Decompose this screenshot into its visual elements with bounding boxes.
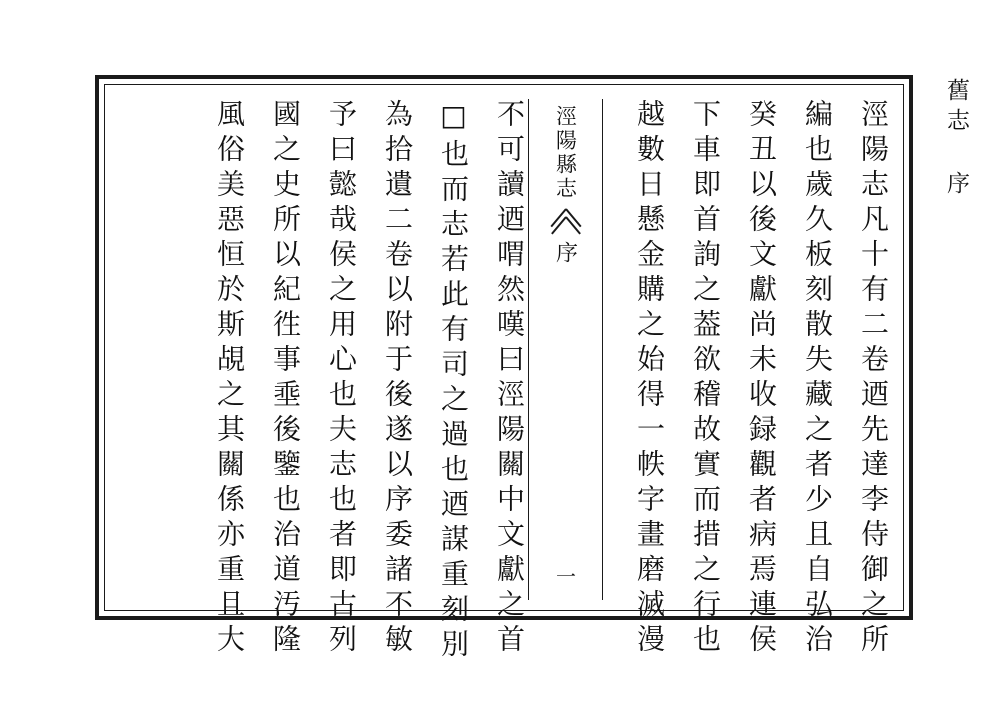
banner-rule-right [602, 99, 603, 600]
banner-section-label: 序 [552, 241, 578, 265]
text-column: 下車即首詢之葢欲稽故實而措之行也 [689, 99, 722, 659]
banner-rule-left [528, 99, 529, 600]
text-column: □也而志若此有司之過也迺謀重刻別 [437, 99, 470, 664]
text-column: 涇陽志凡十有二卷迺先達李侍御之所 [857, 99, 890, 659]
text-column: 為拾遺二卷以附于後遂以序委諸不敏 [381, 99, 414, 659]
text-column: 癸丑以後文獻尚未收録觀者病焉連侯 [745, 99, 778, 659]
banner-book-title: 涇陽縣志 [553, 105, 578, 201]
page-header-title: 舊志 序 [943, 78, 969, 201]
text-column-container [105, 85, 903, 664]
page-frame [95, 75, 913, 664]
text-column: 風俗美惡恒於斯覘之其關係亦重且大 [213, 99, 246, 659]
book-title-banner [537, 99, 593, 600]
text-column: 不可讀迺喟然嘆曰涇陽關中文獻之首 [493, 99, 526, 659]
text-column: 編也歲久板刻散失藏之者少且自弘治 [801, 99, 834, 659]
text-column: 越數日懸金購之始得一帙字畫磨滅漫 [633, 99, 666, 659]
text-column: 予曰懿哉侯之用心也夫志也者即古列 [325, 99, 358, 659]
banner-page-number: 一 [552, 566, 577, 586]
page-frame-inner-rule [104, 84, 904, 664]
text-column: 國之史所以紀徃事埀後鑒也治道汚隆 [269, 99, 302, 659]
chevron-down-icon [548, 209, 582, 231]
